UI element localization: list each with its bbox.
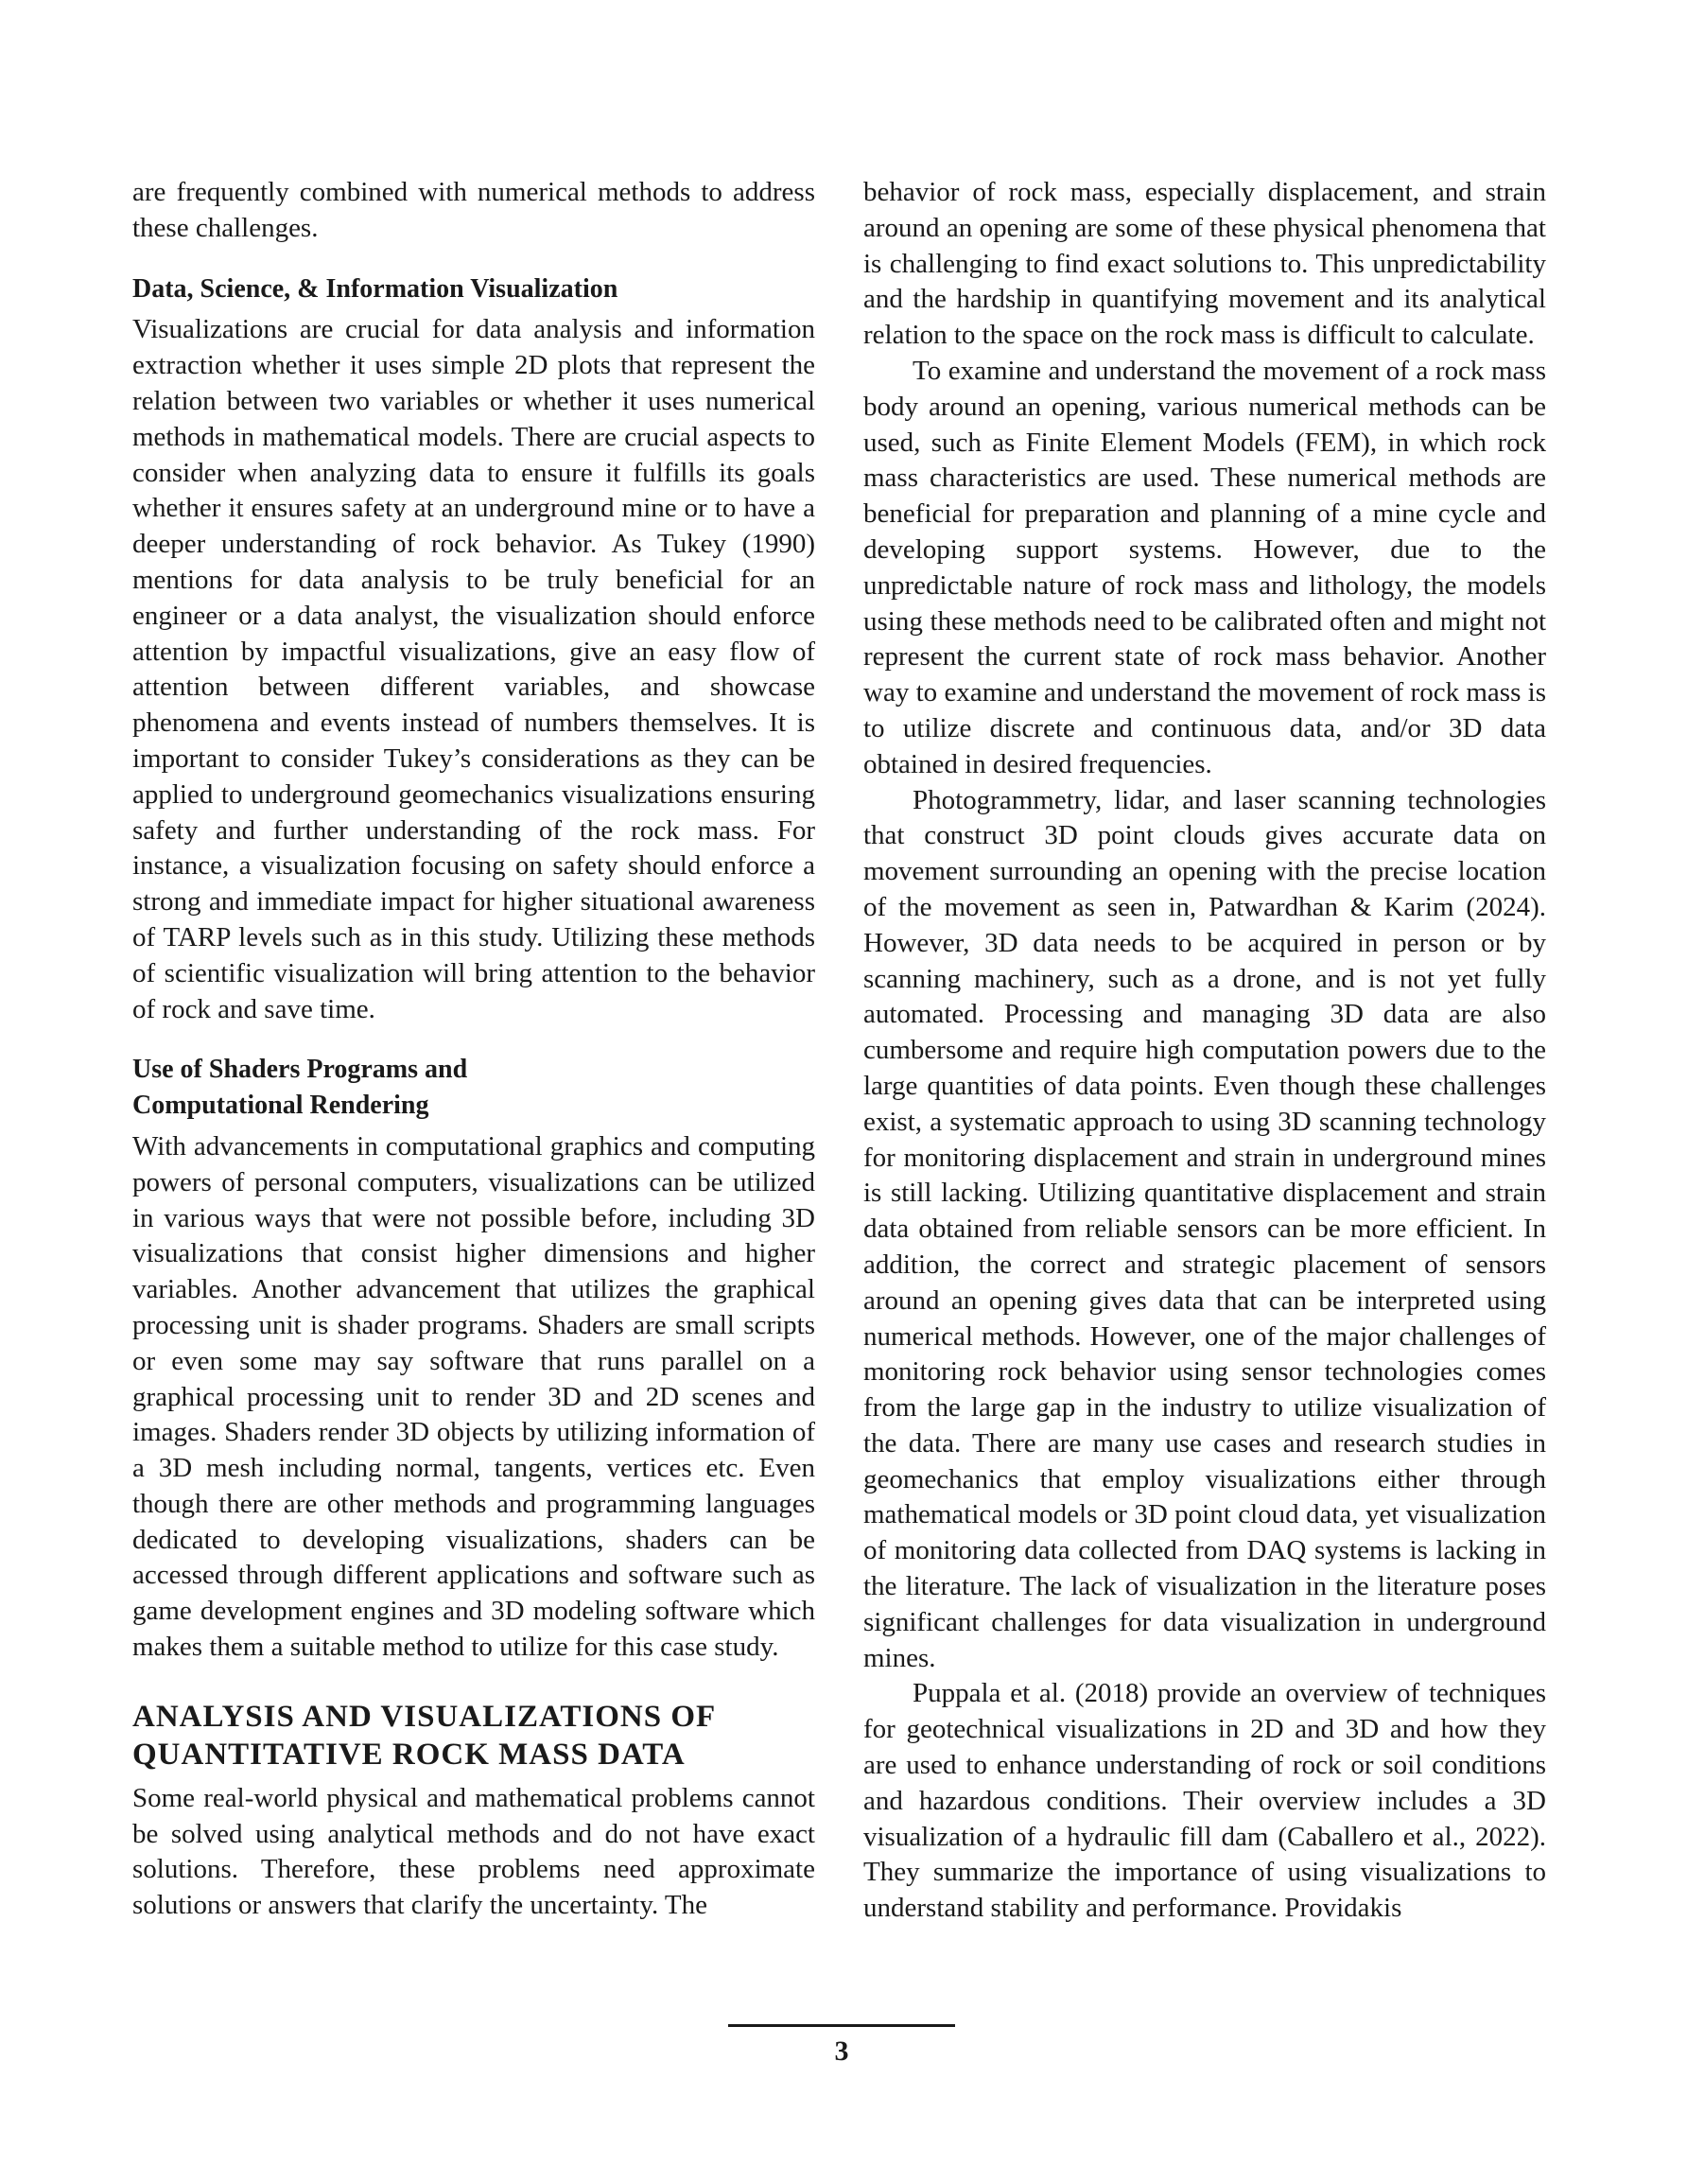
body-paragraph: behavior of rock mass, especially displacement, and strain around an opening are some of these physical phenomena that is challenging to find exact solutions to. This unpredictability and the hardship in quantifying movement and its analytical relation to the space on the rock mass is difficult to calculate.: [863, 177, 1546, 351]
section-heading-line: ANALYSIS AND VISUALIZATIONS OF: [132, 1699, 717, 1734]
body-paragraph: Puppala et al. (2018) provide an overview of techniques for geotechnical visualizations in 2D and 3D and how they are used to enhance understanding of rock or soil conditions and hazardous conditions. Their overview includes a 3D visualization of a hydraulic fill dam (Caballero et al., 2022). They summarize the importance of using visualizations to understand stability and performance. Providakis: [863, 1678, 1546, 1924]
intro-paragraph: are frequently combined with numerical methods to address these challenges.: [132, 177, 815, 243]
heading-data-science-visualization: Data, Science, & Information Visualization: [132, 273, 618, 304]
body-paragraph: Some real-world physical and mathematical problems cannot be solved using analytical methods and do not have exact solutions. Therefore, these problems need approximate solutions or answers that clarify the uncertainty. The: [132, 1782, 815, 1921]
section-heading-analysis: [132, 1698, 815, 1773]
section-heading-line: QUANTITATIVE ROCK MASS DATA: [132, 1737, 686, 1772]
heading-line: Use of Shaders Programs and: [132, 1055, 468, 1085]
footer-divider: [728, 2024, 955, 2027]
heading-shaders-programs: [132, 1052, 815, 1124]
page-number: 3: [834, 2035, 849, 2067]
body-paragraph: With advancements in computational graphics and computing powers of personal computers, visualizations can be utilized in various ways that were not possible before, including 3D visualizations that consist higher dimensions and higher variables. Another advancement that utilizes the graphical processing unit is shader programs. Shaders are small scripts or even some may say software that runs parallel on a graphical processing unit to render 3D and 2D scenes and images. Shaders render 3D objects by utilizing information of a 3D mesh including normal, tangents, vertices etc. Even though there are other methods and programming languages dedicated to developing visualizations, shaders can be accessed through different applications and software such as game development engines and 3D modeling software which makes them a suitable method to utilize for this case study.: [132, 1130, 815, 1663]
body-paragraph: Photogrammetry, lidar, and laser scanning technologies that construct 3D point clouds gives accurate data on movement surrounding an opening with the precise location of the movement as seen in, Patwardhan & Karim (2024). However, 3D data needs to be acquired in person or by scanning machinery, such as a drone, and is not yet fully automated. Processing and managing 3D data are also cumbersome and require high computation powers due to the large quantities of data points. Even though these challenges exist, a systematic approach to using 3D scanning technology for monitoring displacement and strain in underground mines is still lacking. Utilizing quantitative displacement and strain data obtained from reliable sensors can be more efficient. In addition, the correct and strategic placement of sensors around an opening gives data that can be interpreted using numerical methods. However, one of the major challenges of monitoring rock behavior using sensor technologies comes from the large gap in the industry to utilize visualization of the data. There are many use cases and research studies in geomechanics that employ visualizations either through mathematical models or 3D point cloud data, yet visualization of monitoring data collected from DAQ systems is lacking in the literature. The lack of visualization in the literature poses significant challenges for data visualization in underground mines.: [863, 784, 1546, 1673]
right-column: [863, 175, 1546, 1927]
body-paragraph: Visualizations are crucial for data analysis and information extraction whether it uses simple 2D plots that represent the relation between two variables or whether it uses numerical methods in mathematical models. There are crucial aspects to consider when analyzing data to ensure it fulfills its goals whether it ensures safety at an underground mine or to have a deeper understanding of rock behavior. As Tukey (1990) mentions for data analysis to be truly beneficial for an engineer or a data analyst, the visualization should enforce attention by impactful visualizations, give an easy flow of attention between different variables, and showcase phenomena and events instead of numbers themselves. It is important to consider Tukey’s considerations as they can be applied to underground geomechanics visualizations ensuring safety and further understanding of the rock mass. For instance, a visualization focusing on safety should enforce a strong and immediate impact for higher situational awareness of TARP levels such as in this study. Utilizing these methods of scientific visualization will bring attention to the behavior of rock and save time.: [132, 314, 815, 1024]
left-column: [132, 175, 815, 1924]
body-paragraph: To examine and understand the movement of a rock mass body around an opening, various numerical methods can be used, such as Finite Element Models (FEM), in which rock mass characteristics are used. These numerical methods are beneficial for preparation and planning of a mine cycle and developing support systems. However, due to the unpredictable nature of rock mass and lithology, the models using these methods need to be calibrated often and might not represent the current state of rock mass behavior. Another way to examine and understand the movement of rock mass is to utilize discrete and continuous data, and/or 3D data obtained in desired frequencies.: [863, 355, 1546, 779]
heading-line: Computational Rendering: [132, 1091, 429, 1121]
